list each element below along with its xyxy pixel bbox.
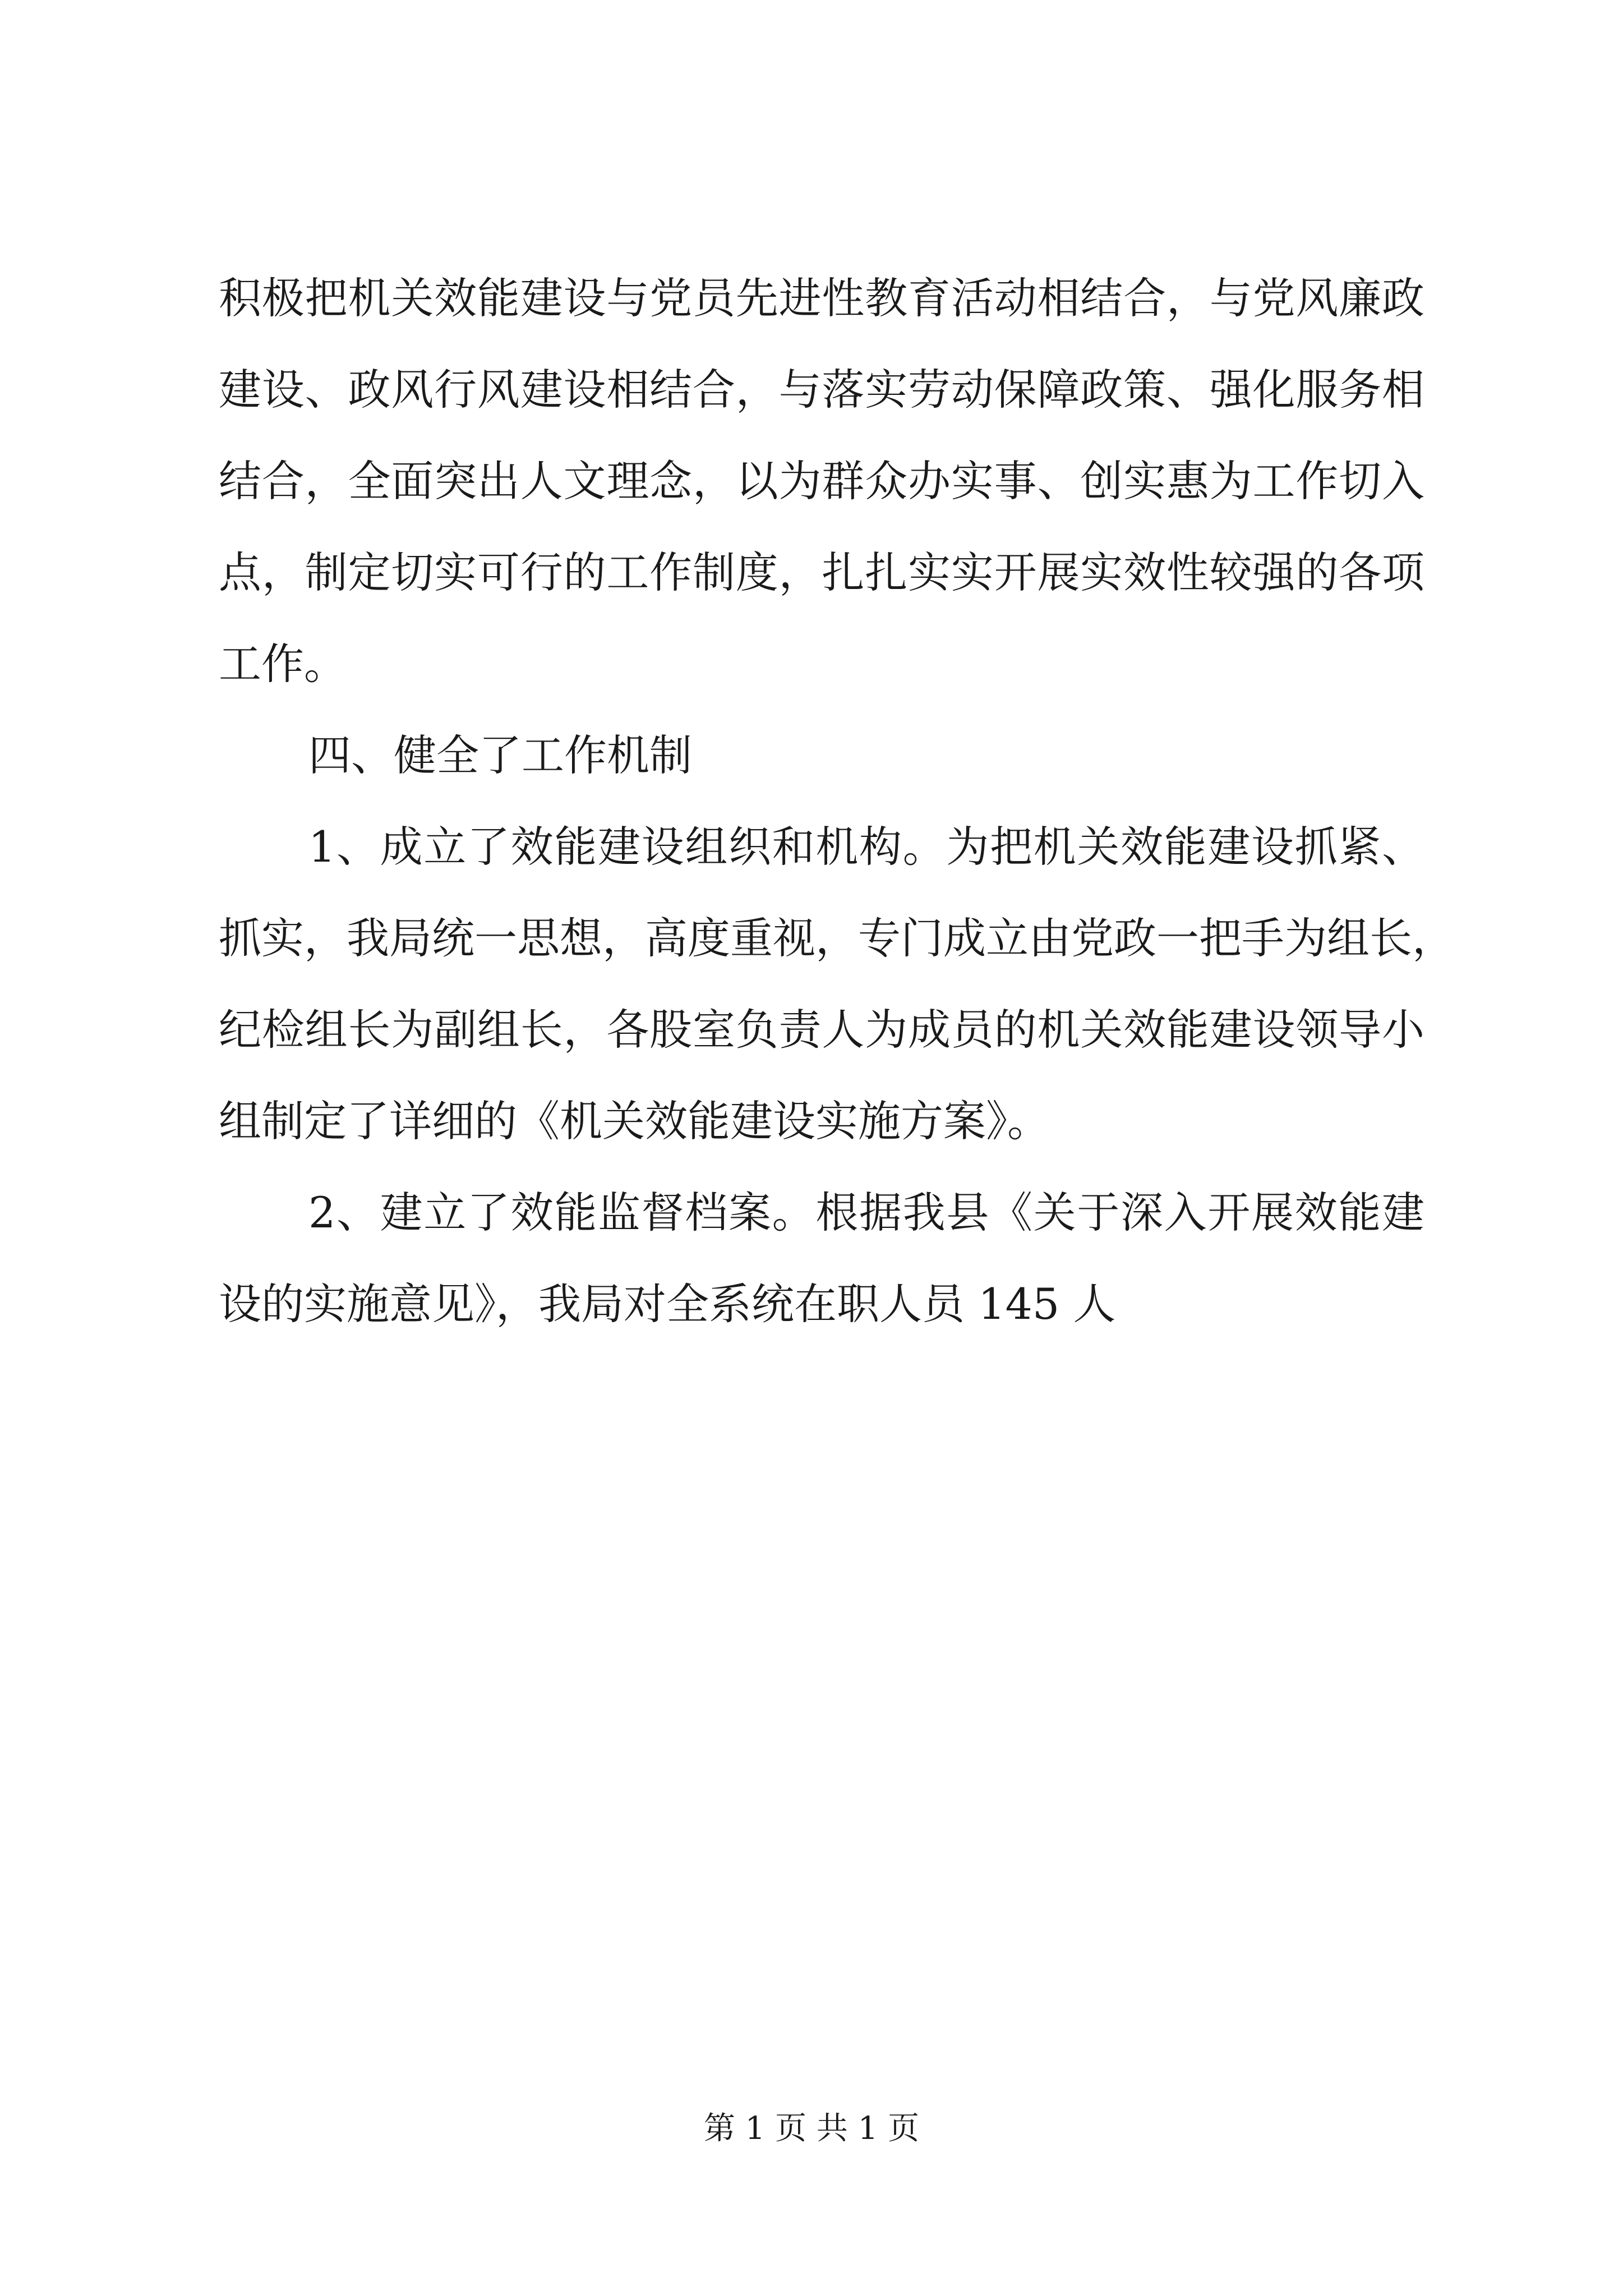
- paragraph-line: 2、建立了效能监督档案。根据我县《关于深入开展效能建: [308, 1188, 1424, 1237]
- paragraph-line: 建设、政风行风建设相结合，与落实劳动保障政策、强化服务相: [219, 365, 1424, 415]
- paragraph-line: 点，制定切实可行的工作制度，扎扎实实开展实效性较强的各项: [219, 547, 1424, 597]
- paragraph-line: 组制定了详细的《机关效能建设实施方案》。: [219, 1096, 1050, 1146]
- paragraph-line: 1、成立了效能建设组织和机构。为把机关效能建设抓紧、: [308, 822, 1424, 872]
- page-footer: 第 1 页 共 1 页: [703, 2110, 920, 2147]
- paragraph-line: 结合，全面突出人文理念，以为群众办实事、创实惠为工作切入: [219, 456, 1424, 506]
- paragraph-line: 抓实，我局统一思想，高度重视，专门成立由党政一把手为组长，: [219, 913, 1455, 963]
- section-heading: 四、健全了工作机制: [308, 730, 692, 780]
- paragraph-line: 积极把机关效能建设与党员先进性教育活动相结合，与党风廉政: [219, 273, 1424, 323]
- paragraph-line: 纪检组长为副组长，各股室负责人为成员的机关效能建设领导小: [219, 1005, 1424, 1055]
- paragraph-line: 工作。: [219, 639, 347, 689]
- paragraph-line: 设的实施意见》，我局对全系统在职人员 145 人: [219, 1279, 1116, 1329]
- body-text: [219, 252, 1455, 1350]
